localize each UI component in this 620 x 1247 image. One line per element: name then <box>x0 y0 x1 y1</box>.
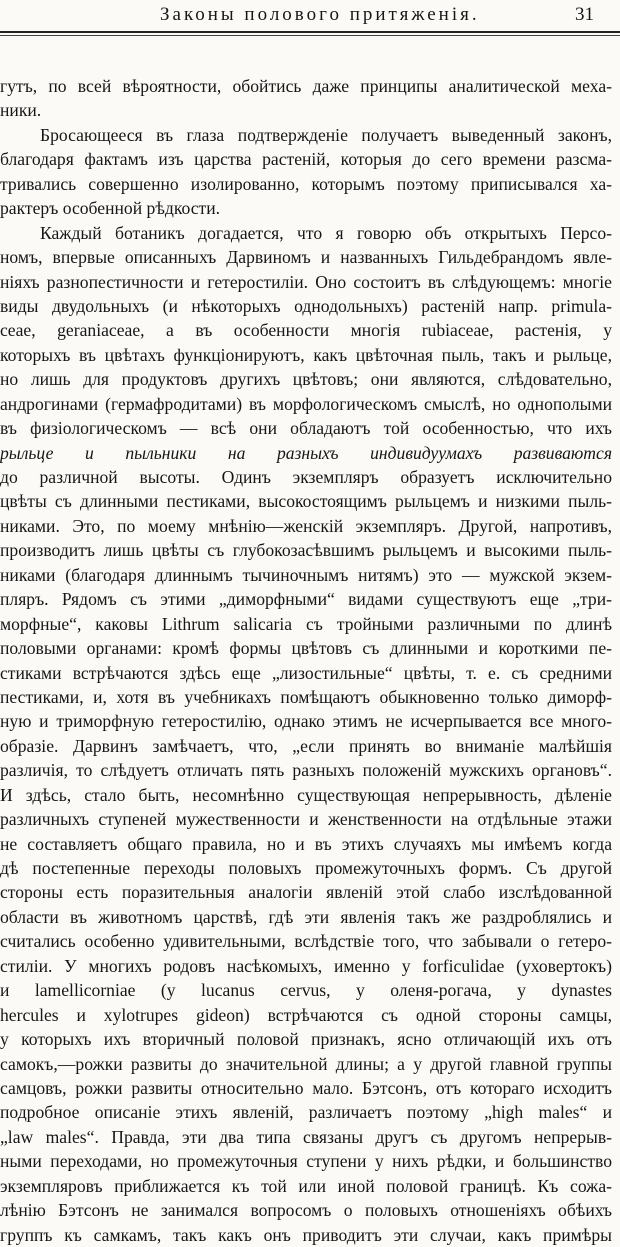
text-line: „law males“. Правда, эти два типа связаны другъ съ другомъ непрерыв- <box>0 1126 612 1147</box>
page-number: 31 <box>575 4 594 25</box>
text-line: И здѣсь, стало быть, несомнѣнно существующая непрерывность, дѣленіе <box>0 784 612 805</box>
body-text <box>0 74 612 1247</box>
text-line: но лишь для продуктовъ другихъ цвѣтовъ; они являются, слѣдовательно, <box>0 369 612 390</box>
text-line: рактеръ особенной рѣдкости. <box>0 198 221 219</box>
text-line: самокъ,—рожки развиты до значительной длины; а у другой главной группы <box>0 1053 612 1074</box>
page-header <box>0 0 620 30</box>
text-line: производитъ лишь цвѣты съ глубокозасѣвшимъ рыльцемъ и высокими пыль- <box>0 540 612 561</box>
text-line: до различной высоты. Одинъ экземпляръ образуетъ исключительно <box>0 467 612 487</box>
text-line: стиліи. У многихъ родовъ насѣкомыхъ, именно у forficulidae (уховертокъ) <box>0 955 612 976</box>
text-line: номъ, впервые описанныхъ Дарвиномъ и названныхъ Гильдебрандомъ явле- <box>0 247 612 268</box>
text-line-italic <box>0 441 612 465</box>
header-rule <box>0 31 620 33</box>
text-line: различныхъ ступеней мужественности и женственности на отдѣльные этажи <box>0 809 612 830</box>
text-line: никами (благодаря длиннымъ тычиночнымъ нитямъ) это — мужской экзем- <box>0 564 612 585</box>
text-line: стороны есть поразительныя аналогіи явленій этой слабо изслѣдованной <box>0 882 612 903</box>
text-line: пестиками, и, хотя въ учебникахъ помѣщаютъ обыкновенно только диморф- <box>0 686 612 707</box>
emphasis-text: рыльце и пыльники на разныхъ индивидуумахъ развиваются <box>0 442 612 463</box>
text-line: дѣ постепенные переходы половыхъ промежуточныхъ формъ. Съ другой <box>0 858 612 878</box>
text-line: различія, то слѣдуетъ отличать пять разныхъ положеній мужскихъ органовъ“. <box>0 760 612 781</box>
text-line: половыми органами: кромѣ формы цвѣтовъ съ длинными и короткими пе- <box>0 638 612 659</box>
text-line: которыхъ въ цвѣтахъ функціонируютъ, какъ цвѣточная пыль, такъ и рыльце, <box>0 344 612 365</box>
text-line: области въ животномъ царствѣ, гдѣ эти явленія такъ же раздроблялись и <box>0 906 612 927</box>
text-line: лѣнію Бэтсонъ не занимался вопросомъ о половыхъ отношеніяхъ обѣихъ <box>0 1200 612 1221</box>
text-line: ную и триморфную гетеростилію, однако этимъ не исчерпывается все много- <box>0 711 612 732</box>
text-line: Бросающееся въ глаза подтвержденіе получаетъ выведенный законъ, <box>40 124 612 145</box>
text-line: ніяхъ разнопестичности и гетеростиліи. Оно состоитъ въ слѣдующемъ: многіе <box>0 271 612 292</box>
text-line: образіе. Дарвинъ замѣчаетъ, что, „если принять во вниманіе малѣйшія <box>0 735 612 756</box>
text-line: ceae, geraniaceae, а въ особенности многія rubiaceae, растенія, у <box>0 320 612 341</box>
text-line: въ физіологическомъ — всѣ они обладаютъ той особенностью, что ихъ <box>0 418 612 439</box>
text-line: морфные“, каковы Lithrum salicaria съ тройными различными по длинѣ <box>0 613 612 634</box>
text-line: цвѣты съ длинными пестиками, высокостоящимъ рыльцемъ и низкими пыль- <box>0 491 612 512</box>
text-line: считались особенно удивительными, вслѣдствіе того, что забывали о гетеро- <box>0 931 612 952</box>
text-line: и lamellicorniae (у lucanus cervus, у оленя-рогача, у dynastes <box>0 980 612 1001</box>
text-line: гутъ, по всей вѣроятности, обойтись даже принципы аналитической меха- <box>0 76 612 96</box>
text-line: Каждый ботаникъ догадается, что я говорю объ открытыхъ Персо- <box>40 222 612 243</box>
text-line: не составляетъ общаго правила, но и въ этихъ случаяхъ мы имѣемъ когда <box>0 833 612 854</box>
text-line: экземпляровъ приближается къ той или иной половой границѣ. Къ сожа- <box>0 1175 612 1196</box>
text-line: стиками встрѣчаются здѣсь еще „лизостильные“ цвѣты, т. е. съ средними <box>0 662 612 683</box>
header-rule-thin <box>0 35 620 36</box>
text-line: виды двудольныхъ (и нѣкоторыхъ однодольныхъ) растеній напр. primula- <box>0 295 612 316</box>
text-line: hercules и xylotrupes gideon) встрѣчаются съ одной стороны самцы, <box>0 1004 612 1025</box>
text-line: ники. <box>0 100 42 121</box>
running-title: Законы полового притяженiя. <box>160 4 480 25</box>
text-line: благодаря фактамъ изъ царства растеній, которыя до сего времени разсма- <box>0 149 612 170</box>
text-line: самцовъ, рожки развиты относительно мало. Бэтсонъ, отъ котораго исходитъ <box>0 1077 612 1098</box>
text-line: ными переходами, но промежуточныя ступени у нихъ рѣдки, и большинство <box>0 1151 612 1172</box>
text-line: у которыхъ ихъ вторичный половой признакъ, ясно отличающій ихъ отъ <box>0 1029 612 1050</box>
text-line: никами. Это, по моему мнѣнію—женскій экземпляръ. Другой, напротивъ, <box>0 515 612 536</box>
text-line: тривались совершенно изолированно, которымъ поэтому приписывался ха- <box>0 173 612 194</box>
text-line: группъ къ самкамъ, такъ какъ онъ приводитъ эти случаи, какъ примѣры <box>0 1224 612 1245</box>
text-line: андрогинами (гермафродитами) въ морфологическомъ смыслѣ, но однополыми <box>0 393 612 414</box>
text-line: пляръ. Рядомъ съ этими „диморфными“ видами существуютъ еще „три- <box>0 589 612 610</box>
text-line: подробное описаніе этихъ явленій, различаетъ поэтому „high males“ и <box>0 1102 612 1123</box>
